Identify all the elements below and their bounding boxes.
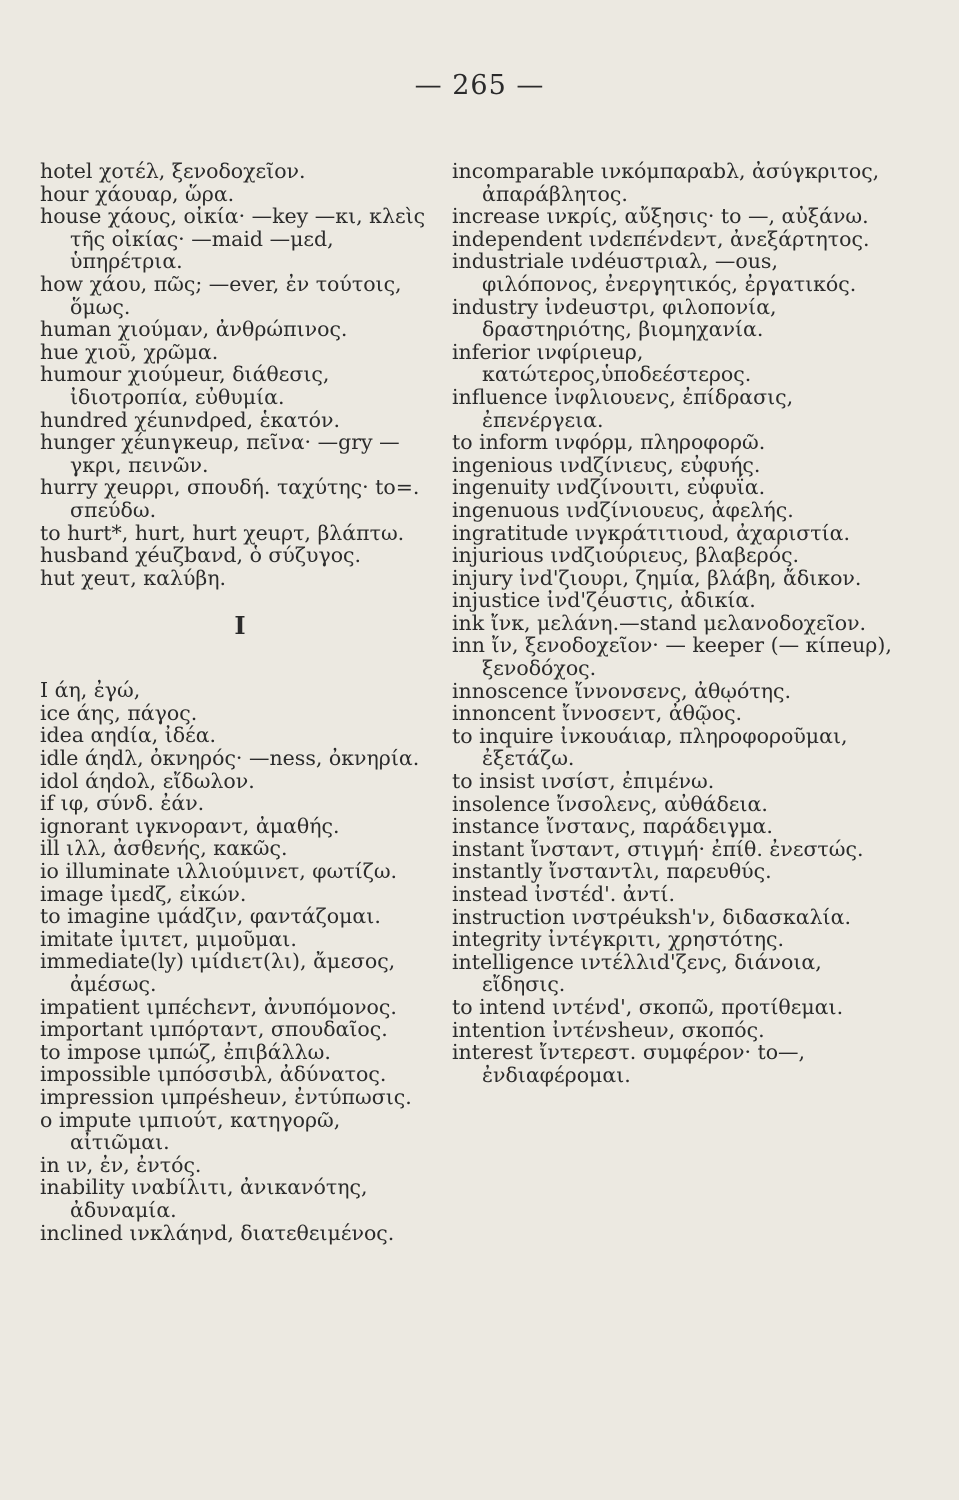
dictionary-entry: important ιμπόρταντ, σπουδαῖος.	[40, 1017, 388, 1042]
dictionary-entry: innoscence ἴννονσενς, ἀθῳότης.	[452, 678, 791, 703]
entries-in	[452, 160, 892, 1086]
entries-i	[40, 679, 440, 1244]
left-column	[40, 160, 440, 1244]
dictionary-entry: impatient ιμπέchενт, ἀνυπόμονος.	[40, 994, 397, 1019]
dictionary-entry: husband χéuζbανd, ὁ σύζυγος.	[40, 543, 362, 568]
dictionary-entry: to intend ιντένd', σκοπῶ, προτίθεμαι.	[452, 994, 844, 1019]
dictionary-entry: independent ινdεπένdεντ, ἀνεξάρτητος.	[452, 226, 870, 251]
dictionary-entry: inability ιναbίλιτι, ἀνικανότης, ἀδυναμία.	[40, 1175, 368, 1222]
dictionary-entry: intelligence ιντέλλιd'ζενς, διάνοια, εἴδησις.	[452, 949, 822, 997]
dictionary-entry: hotel χοτέλ, ξενοδοχεῖον.	[40, 159, 306, 183]
dictionary-entry: ill ιλλ, ἀσθενής, κακῶς.	[40, 836, 288, 861]
page-number: — 265 —	[414, 70, 545, 101]
dictionary-entry: to inform ινφόρμ, πληροφορῶ.	[452, 430, 766, 455]
dictionary-entry: to insist ινσίστ, ἐπιμένω.	[452, 769, 715, 794]
dictionary-entry: if ιφ, σύνδ. ἐάν.	[40, 791, 205, 816]
right-column	[452, 160, 892, 1086]
dictionary-entry: how χάου, πῶς; —ever, ἐν τούτοις, ὅμως.	[40, 271, 402, 319]
dictionary-entry: to inquire ἰνκουάιαρ, πληροφοροῦμαι, ἐξετάζω.	[452, 723, 848, 771]
dictionary-entry: idea αηdία, ἰδέα.	[40, 723, 217, 748]
dictionary-entry: to hurt*, hurt, hurt χeuρτ, βλάπτω.	[40, 520, 405, 545]
dictionary-entry: industry ἰνdeuστρι, φιλοπονία, δραστηριότης, βιομηχανία.	[452, 294, 777, 342]
dictionary-entry: insolence ἴνσολενς, αὐθάδεια.	[452, 791, 768, 816]
dictionary-entry: injury ἰνd'ζιουρι, ζημία, βλάβη, ἄδικον.	[452, 565, 862, 590]
dictionary-entry: to imagine ιμάdζιν, φαντάζομαι.	[40, 904, 381, 929]
dictionary-entry: humour χιούμeur, διάθεσις, ἰδιοτροπία, εὐθυμία.	[40, 362, 330, 409]
dictionary-entry: ink ἴνκ, μελάνη.—stand μελανοδοχεῖον.	[452, 610, 867, 635]
dictionary-entry: ice άης, πάγος.	[40, 700, 198, 725]
dictionary-entry: injustice ἰνd'ζéuστις, ἀδικία.	[452, 588, 756, 613]
dictionary-entry: instantly ἴνσταντλι, παρευθύς.	[452, 859, 772, 884]
dictionary-entry: hurry χeuρρι, σπουδή. ταχύτης· to=. σπεύδω.	[40, 475, 420, 522]
section-letter: I	[234, 611, 246, 641]
dictionary-entry: image ἰμεdζ, εἰκών.	[40, 881, 247, 906]
entries-h	[40, 160, 440, 589]
dictionary-entry: io illuminate ιλλιούμινετ, φωτίζω.	[40, 859, 398, 884]
dictionary-entry: ingenuity ινdζίνουιτι, εὐφυΐα.	[452, 475, 766, 500]
dictionary-entry: inferior ινφίριeuρ, κατώτερος,ὑποδεέστερος.	[452, 339, 752, 387]
dictionary-entry: hut χeuτ, καλύβη.	[40, 565, 227, 590]
dictionary-entry: in ιν, ἐν, ἐντός.	[40, 1152, 202, 1177]
dictionary-entry: ingenuous ινdζίνιουευς, ἀφελής.	[452, 497, 794, 522]
dictionary-entry: inn ἴν, ξενοδοχεῖον· — keeper (— κίπeuρ), ξενοδόχος.	[452, 633, 892, 681]
dictionary-entry: instruction ινστρéuksh'ν, διδασκαλία.	[452, 904, 851, 929]
dictionary-entry: house χάους, οἰκία· —key —κι, κλεὶς τῆς οἰκίας· —maid —μεd, ὑπηρέτρια.	[40, 204, 426, 274]
dictionary-entry: ingratitude ινγκράτιτιουd, ἀχαριστία.	[452, 520, 851, 545]
dictionary-entry: immediate(ly) ιμίdιετ(λι), ἄμεσος, ἀμέσως.	[40, 949, 396, 996]
dictionary-entry: human χιούμαν, ἀνθρώπινος.	[40, 317, 348, 342]
dictionary-entry: industriale ινdéuστριαλ, —ous, φιλόπονος, ἐνεργητικός, ἐργατικός.	[452, 249, 857, 296]
dictionary-entry: instead ἰνστέd'. ἀντί.	[452, 882, 675, 906]
dictionary-entry: instant ἴνσταντ, στιγμή· ἐπίθ. ἐνεστώς.	[452, 836, 864, 861]
dictionary-entry: instance ἴνστανς, παράδειγμα.	[452, 814, 773, 839]
dictionary-entry: idle άηdλ, ὀκνηρός· —ness, ὀκνηρία.	[40, 746, 420, 771]
dictionary-entry: imitate ἰμιτετ, μιμοῦμαι.	[40, 926, 297, 951]
dictionary-entry: impossible ιμπόσσιbλ, ἀδύνατος.	[40, 1062, 387, 1087]
dictionary-entry: ignorant ιγκνοραντ, ἀμαθής.	[40, 813, 340, 838]
dictionary-entry: hour χάουαρ, ὥρα.	[40, 181, 235, 206]
dictionary-entry: idol άηdολ, εἴδωλον.	[40, 768, 255, 793]
dictionary-entry: integrity ἰντέγκριτι, χρηστότης.	[452, 927, 785, 952]
dictionary-entry: ingenious ινdζίνιευς, εὐφυής.	[452, 452, 761, 477]
dictionary-entry: o impute ιμπιούτ, κατηγορῶ, αἰτιῶμαι.	[40, 1107, 341, 1155]
dictionary-entry: I άη, ἐγώ,	[40, 678, 141, 703]
dictionary-entry: hunger χέunγκeuρ, πεῖνα· —gry —γκρι, πεινῶν.	[40, 430, 400, 477]
dictionary-entry: innoncent ἴννοσεντ, ἀθῷος.	[452, 701, 743, 726]
dictionary-entry: hue χιοῦ, χρῶμα.	[40, 339, 219, 364]
dictionary-entry: influence ἰνφλιουενς, ἐπίδρασις, ἐπενέργεια.	[452, 384, 794, 432]
dictionary-entry: impression ιμπρésheuν, ἐντύπωσις.	[40, 1084, 412, 1109]
dictionary-entry: to impose ιμπώζ, ἐπιβάλλω.	[40, 1039, 331, 1064]
dictionary-entry: injurious ινdζιούριευς, βλαβερός.	[452, 543, 800, 568]
dictionary-entry: inclined ινκλάηνd, διατεθειμένος.	[40, 1220, 395, 1245]
dictionary-entry: hundred χέunνdρed, ἑκατόν.	[40, 407, 340, 432]
dictionary-entry: incomparable ινκόμπαραbλ, ἀσύγκριτος, ἀπαράβλητος.	[452, 159, 880, 206]
dictionary-entry: intention ἰντένsheuν, σκοπός.	[452, 1017, 765, 1042]
dictionary-entry: increase ινκρίς, αὔξησις· to —, αὐξάνω.	[452, 204, 869, 229]
dictionary-entry: interest ἴντερεστ. συμφέρον· to—, ἐνδιαφέρομαι.	[452, 1040, 806, 1087]
